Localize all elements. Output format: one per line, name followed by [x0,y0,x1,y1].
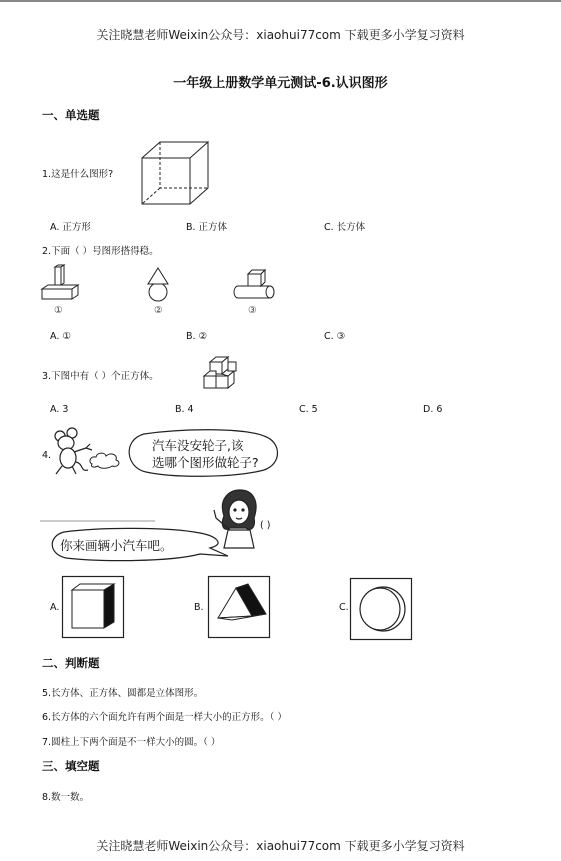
question-6: 6.长方体的六个面允许有两个面是一样大小的正方形。（ ） [42,712,287,723]
question-8: 8.数一数。 [42,792,90,803]
question-7: 7.圆柱上下两个面是不一样大小的圆。（ ） [42,737,221,748]
question-5: 5.长方体、正方体、圆都是立体图形。 [42,688,204,699]
question-2: 2.下面（ ）号图形搭得稳。 [42,246,159,257]
q4-answer-blank[interactable]: ( ) [260,520,271,531]
bubble-1-line-2: 选哪个图形做轮子? [152,455,259,470]
q1-option-c[interactable]: C. 长方体 [324,222,366,233]
q2-option-b[interactable]: B. ② [186,331,208,342]
stack-figure-2 [144,266,174,306]
q1-option-b[interactable]: B. 正方体 [186,222,228,233]
stack-figure-1 [40,263,80,303]
q2-option-a[interactable]: A. ① [50,331,71,342]
option-c-cylinder-image[interactable] [350,578,412,640]
figure-label-1: ① [54,305,63,316]
footer-banner: 关注晓慧老师Weixin公众号：xiaohui77com 下载更多小学复习资料 [96,839,465,853]
top-border [0,0,561,2]
q3-option-d[interactable]: D. 6 [423,404,443,415]
section-true-false: 二、判断题 [42,656,100,670]
q3-option-b[interactable]: B. 4 [175,404,194,415]
q4-option-c[interactable]: C. [339,602,349,613]
q4-option-b[interactable]: B. [194,602,204,613]
divider-line [40,520,160,524]
q3-option-a[interactable]: A. 3 [50,404,69,415]
stack-figure-3 [233,268,277,302]
question-3: 3.下图中有（ ）个正方体。 [42,371,159,382]
cube-figure [140,140,210,206]
question-4-number: 4. [42,450,52,461]
option-b-prism-image[interactable] [208,576,270,638]
q1-option-a[interactable]: A. 正方形 [50,222,91,233]
bubble-1-line-1: 汽车没安轮子,该 [152,438,244,453]
figure-label-3: ③ [248,305,257,316]
q3-option-c[interactable]: C. 5 [299,404,318,415]
cloud-small [88,450,124,470]
cubes-stack-figure [202,352,242,392]
header-banner: 关注晓慧老师Weixin公众号：xiaohui77com 下载更多小学复习资料 [96,28,465,42]
figure-label-2: ② [154,305,163,316]
section-fill-blank: 三、填空题 [42,759,100,773]
option-a-cube-image[interactable] [62,576,124,638]
question-1: 1.这是什么图形? [42,169,114,180]
page-title: 一年级上册数学单元测试-6.认识图形 [173,76,388,91]
bubble-2-text: 你来画辆小汽车吧。 [60,538,173,553]
q4-option-a[interactable]: A. [50,602,60,613]
section-single-choice: 一、单选题 [42,108,100,122]
q2-option-c[interactable]: C. ③ [324,331,346,342]
